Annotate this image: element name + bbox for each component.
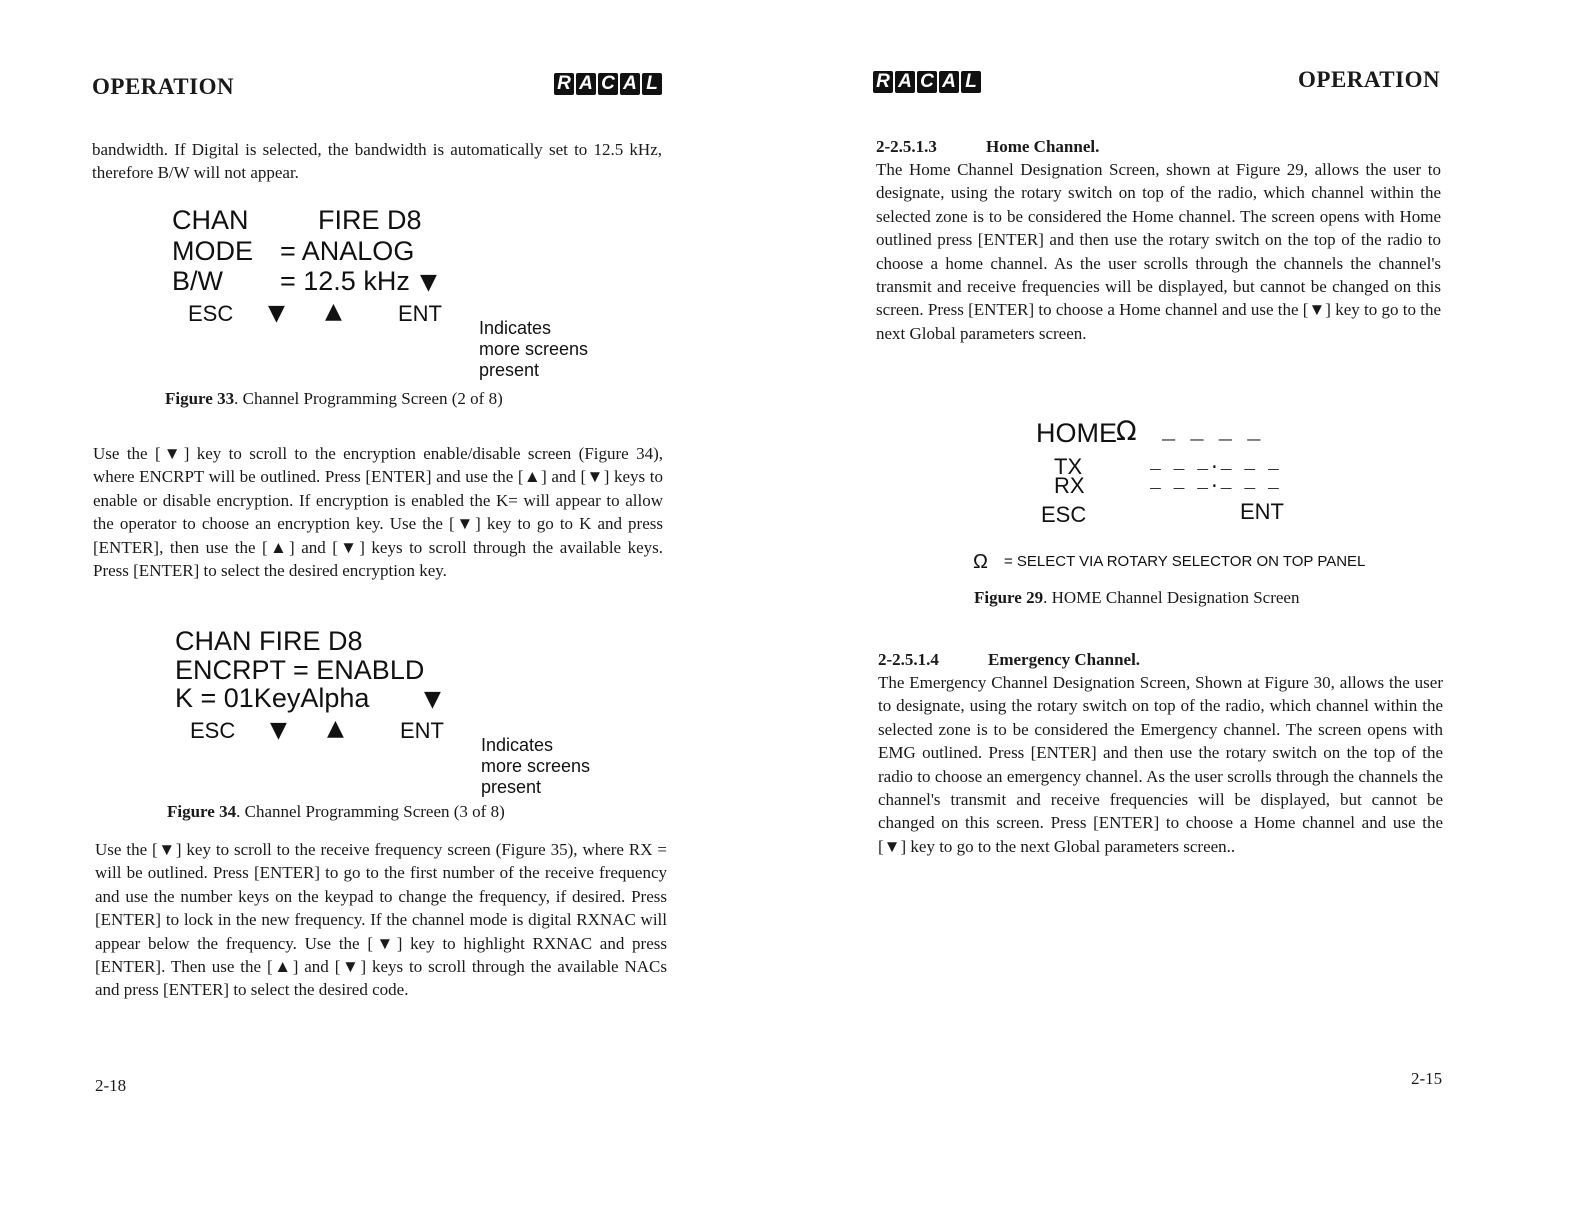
screen34-note-line3: present [481, 777, 542, 797]
screen33-bw-value: = 12.5 kHz [280, 266, 410, 296]
home-channel-paragraph: The Home Channel Designation Screen, shown at Figure 29, allows the user to designate, using the rotary switch on top of the radio, which channel within the selected zone is to be considered the Home channel. The screen opens with Home outlined press [ENTER] and then use the rotary switch on the top of the radio to choose a home channel. As the user scrolls through the channels the channel's transmit and receive frequencies will be displayed, but cannot be changed on this screen. Press [ENTER] to choose a Home channel and use the [▼] key to go to the next Global parameters screen. [876, 160, 1441, 343]
left-paragraph-encryption: Use the [▼] key to scroll to the encryption enable/disable screen (Figure 34), where ENCRPT will be outlined. Press [ENTER] and use the [▲] and [▼] keys to enable or disable encryption. If encryption is enabled the K= will appear to allow the operator to choose an encryption key. Use the [▼] key to go to K and press [ENTER], then use the [▲] and [▼] keys to scroll through the available keys. Press [ENTER] to select the desired encryption key. [93, 444, 663, 581]
screen33-chan-label: CHAN [172, 205, 249, 235]
rotary-legend-text: = SELECT VIA ROTARY SELECTOR ON TOP PANEL [1004, 553, 1366, 570]
screen33-esc-key: ESC [188, 301, 234, 326]
section-heading-home-channel: 2-2.5.1.3 Home Channel. [876, 137, 1100, 156]
screen34-esc-key: ESC [190, 718, 236, 743]
section-heading-emergency-channel: 2-2.5.1.4 Emergency Channel. [878, 650, 1141, 669]
emergency-channel-paragraph: The Emergency Channel Designation Screen, Shown at Figure 30, allows the user to designate, using the rotary switch on top of the radio, which channel within the selected zone is to be considered the Emergency channel. The screen opens with EMG outlined. Press [ENTER] and then use the rotary switch on the top of the radio to choose an emergency channel. As the user scrolls through the channels the channel's transmit and receive frequencies will be displayed, but cannot be changed on this screen. Press [ENTER] to choose a Home channel and use the [▼] key to go to the next Global parameters screen.. [878, 673, 1443, 856]
screen34-line1: CHAN FIRE D8 [175, 626, 363, 656]
figure33-caption: Figure 33. Channel Programming Screen (2 of 8) [165, 389, 503, 408]
screen34-ent-key: ENT [400, 718, 444, 743]
screen33-bw-label: B/W [172, 266, 223, 296]
screen34-down-arrow-icon: ▼ [270, 718, 287, 743]
rotary-legend-icon: Ω [973, 551, 988, 573]
screen29-rx-label: RX [1054, 473, 1085, 498]
screen33-chan-value: FIRE D8 [318, 205, 422, 235]
screen34-note-line2: more screens [481, 756, 591, 776]
screen29-tx-value: _ _ _._ _ _ [1150, 454, 1280, 474]
right-page-number: 2-15 [1411, 1069, 1443, 1088]
left-header-title: OPERATION [92, 74, 235, 99]
screen34-up-arrow-icon: ▲ [327, 716, 344, 741]
screen33-note-line1: Indicates [479, 318, 552, 338]
screen33-more-screens-icon: ▼ [420, 270, 437, 295]
screen33-ent-key: ENT [398, 301, 442, 326]
left-intro-paragraph: bandwidth. If Digital is selected, the bandwidth is automatically set to 12.5 kHz, therefore B/W will not appear. [92, 140, 662, 183]
screen33-up-arrow-icon: ▲ [325, 299, 342, 324]
left-racal-logo: R A C A L [554, 73, 662, 95]
screen33-note-line2: more screens [479, 339, 589, 359]
screen34-line2: ENCRPT = ENABLD [175, 655, 425, 685]
screen33-down-arrow-icon: ▼ [268, 301, 285, 326]
screen29-ent-key: ENT [1240, 499, 1284, 524]
screen33-note-line3: present [479, 360, 540, 380]
screen34-note-line1: Indicates [481, 735, 554, 755]
screen29-home-value: _ _ _ _ [1162, 420, 1262, 445]
screen29-rx-value: _ _ _._ _ _ [1150, 473, 1280, 493]
right-header-title: OPERATION [1298, 67, 1441, 92]
left-page-number: 2-18 [95, 1076, 127, 1095]
screen29-esc-key: ESC [1041, 502, 1087, 527]
screen29-rotary-icon: Ω [1116, 416, 1137, 447]
figure34-caption: Figure 34. Channel Programming Screen (3 of 8) [167, 802, 505, 821]
screen29-tx-label: TX [1054, 454, 1083, 479]
screen34-more-screens-icon: ▼ [424, 687, 441, 712]
screen33-mode-value: = ANALOG [280, 236, 415, 266]
figure29-caption: Figure 29. HOME Channel Designation Screen [974, 588, 1300, 607]
screen29-home-label: HOME [1036, 418, 1117, 448]
screen33-mode-label: MODE [172, 236, 253, 266]
right-racal-logo: R A C A L [873, 71, 981, 93]
left-paragraph-receive-frequency: Use the [▼] key to scroll to the receive frequency screen (Figure 35), where RX = will be outlined. Press [ENTER] to go to the first number of the receive frequency and use the number keys on the keypad to change the frequency, if desired. Press [ENTER] to lock in the new frequency. If the channel mode is digital RXNAC will appear below the frequency. Use the [▼] key to highlight RXNAC and press [ENTER]. Then use the [▲] and [▼] keys to scroll through the available NACs and press [ENTER] to select the desired code. [95, 840, 667, 1000]
screen34-line3: K = 01KeyAlpha [175, 683, 370, 713]
